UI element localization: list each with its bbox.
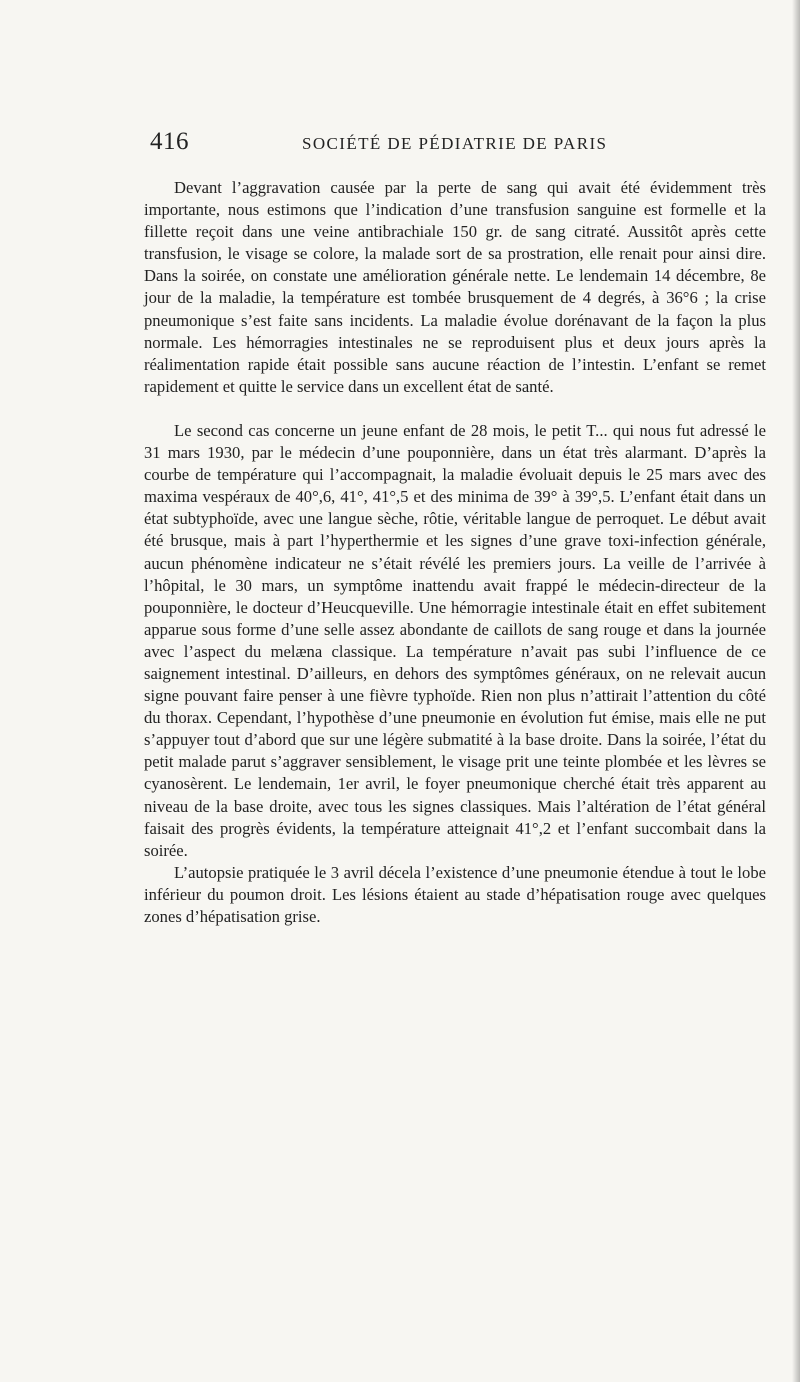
journal-title: SOCIÉTÉ DE PÉDIATRIE DE PARIS <box>302 134 608 153</box>
paragraph-second-case: Le second cas concerne un jeune enfant de 28 mois, le petit T... qui nous fut adressé le 31 mars 1930, par le médecin d’une pouponnière, dans un état très alarmant. D’après la courbe de température qui l’accompagnait, la maladie évoluait depuis le 25 mars avec des maxima vespéraux de 40°,6, 41°, 41°,5 et des minima de 39° à 39°,5. L’enfant était dans un état subtyphoïde, avec une langue sèche, rôtie, véritable langue de perroquet. Le début avait été brusque, mais à part l’hyperthermie et les signes d’une grave toxi-infection générale, aucun phénomène indicateur ne s’était révélé les premiers jours. La veille de l’arrivée à l’hôpital, le 30 mars, un symptôme inattendu avait frappé le médecin-directeur de la pouponnière, le docteur d’Heucqueville. Une hémorragie intestinale était en effet subitement apparue sous forme d’une selle assez abondante de caillots de sang rouge et dans la journée avec l’aspect du melæna classique. La température n’avait pas subi l’influence de ce saignement intestinal. D’ailleurs, en dehors des symptômes généraux, on ne relevait aucun signe pouvant faire penser à une fièvre typhoïde. Rien non plus n’attirait l’attention du côté du thorax. Cependant, l’hypothèse d’une pneumonie en évolution fut émise, mais elle ne put s’appuyer tout d’abord que sur une légère submatité à la base droite. Dans la soirée, l’état du petit malade parut s’aggraver sensiblement, le visage prit une teinte plombée et les lèvres se cyanosèrent. Le lendemain, 1er avril, le foyer pneumonique cherché était très apparent au niveau de la base droite, avec tous les signes classiques. Mais l’altération de l’état général faisait des progrès évidents, la température atteignait 41°,2 et l’enfant succombait dans la soirée. <box>144 420 766 860</box>
paragraph-autopsy: L’autopsie pratiquée le 3 avril décela l’existence d’une pneumonie étendue à tout le lobe inférieur du poumon droit. Les lésions étaient au stade d’hépatisation rouge avec quelques zones d’hépatisation grise. <box>144 862 766 926</box>
page-edge-shadow <box>792 0 800 1382</box>
body-text <box>144 177 766 928</box>
running-head <box>150 128 780 168</box>
page-number: 416 <box>150 128 189 155</box>
paragraph-transfusion-case: Devant l’aggravation causée par la perte de sang qui avait été évidemment très importante, nous estimons que l’indication d’une transfusion sanguine est formelle et la fillette reçoit dans une veine antibrachiale 150 gr. de sang citraté. Aussitôt après cette transfusion, le visage se colore, la malade sort de sa prostration, elle renait pour ainsi dire. Dans la soirée, on constate une amélioration générale nette. Le lendemain 14 décembre, 8e jour de la maladie, la température est tombée brusquement de 4 degrés, à 36°6 ; la crise pneumonique s’est faite sans incidents. La maladie évolue dorénavant de la façon la plus normale. Les hémorragies intestinales ne se reproduisent plus et deux jours après la réalimentation rapide était possible sans aucune réaction de l’intestin. L’enfant se remet rapidement et quitte le service dans un excellent état de santé. <box>144 178 766 396</box>
